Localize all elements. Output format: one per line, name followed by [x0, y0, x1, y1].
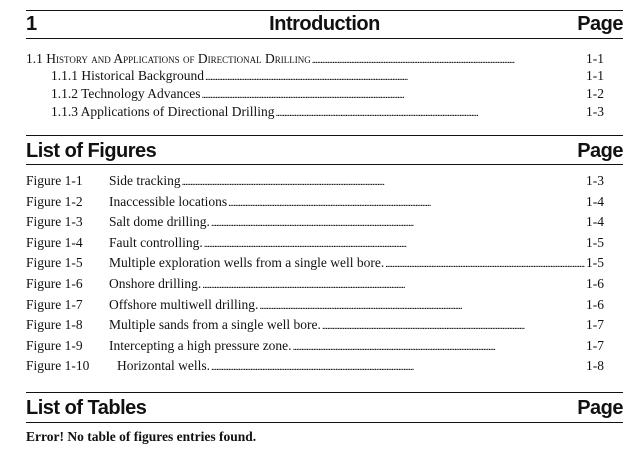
figure-page: 1-7	[586, 337, 604, 353]
page-column-label: Page	[577, 13, 623, 35]
toc-entry[interactable]	[51, 85, 604, 103]
figure-entry[interactable]	[26, 254, 604, 272]
toc-entry-page: 1-3	[586, 104, 604, 119]
figure-label: Figure 1-1	[26, 173, 83, 188]
page-column-label: Page	[577, 140, 623, 162]
figure-caption: Multiple exploration wells from a single well bore.	[109, 255, 385, 271]
toc-entry-page: 1-2	[586, 86, 604, 101]
dot-leader	[202, 275, 585, 294]
dot-leader	[293, 337, 585, 356]
dot-leader	[385, 254, 585, 273]
toc-entry-text: 1.1 History and Applications of Directional Drilling	[26, 51, 311, 66]
dot-leader	[205, 67, 585, 86]
figure-caption: Onshore drilling.	[109, 276, 202, 291]
figure-caption: Inaccessible locations	[109, 193, 228, 209]
toc-entry-page: 1-1	[586, 51, 604, 66]
figure-entry[interactable]	[26, 275, 604, 293]
figure-label: Figure 1-4	[26, 234, 83, 250]
dot-leader	[211, 357, 585, 376]
tables-error-message: Error! No table of figures entries found.	[26, 429, 257, 444]
figure-label: Figure 1-3	[26, 214, 83, 230]
figure-page: 1-6	[586, 276, 604, 291]
page-column-label: Page	[577, 397, 623, 419]
dot-leader	[211, 213, 585, 232]
figure-entry[interactable]	[26, 316, 604, 334]
toc-entry[interactable]	[26, 50, 604, 68]
figure-caption: Multiple sands from a single well bore.	[109, 317, 321, 333]
figure-page: 1-7	[586, 317, 604, 333]
figure-entry[interactable]	[26, 172, 604, 190]
figure-caption: Horizontal wells.	[117, 358, 210, 374]
figures-heading-rule	[26, 164, 623, 165]
toc-entry-text: 1.1.3 Applications of Directional Drilling	[51, 104, 275, 119]
figure-page: 1-6	[586, 296, 604, 312]
figures-title: List of Figures	[26, 140, 157, 162]
figure-entry[interactable]	[26, 213, 604, 231]
figure-caption: Intercepting a high pressure zone.	[109, 337, 292, 353]
heading-rule	[26, 38, 623, 39]
figures-heading	[26, 139, 623, 163]
dot-leader	[259, 296, 585, 315]
figure-label: Figure 1-10	[26, 358, 90, 374]
toc-entry-text: 1.1.1 Historical Background	[51, 68, 204, 83]
figure-entry[interactable]	[26, 337, 604, 355]
figure-caption: Fault controlling.	[109, 234, 203, 250]
figure-entry[interactable]	[26, 234, 604, 252]
figure-page: 1-4	[586, 193, 604, 209]
toc-entry-page: 1-1	[586, 68, 604, 83]
chapter-number: 1	[26, 13, 37, 35]
figure-label: Figure 1-6	[26, 276, 83, 291]
chapter-title: Introduction	[269, 13, 380, 35]
figure-page: 1-4	[586, 214, 604, 230]
tables-top-rule	[26, 392, 623, 393]
figure-page: 1-5	[586, 255, 604, 271]
toc-entry-text: 1.1.2 Technology Advances	[51, 86, 201, 101]
figure-page: 1-3	[586, 173, 604, 188]
toc-entry[interactable]	[51, 103, 604, 121]
figures-top-rule	[26, 135, 623, 136]
figure-page: 1-8	[586, 358, 604, 374]
figure-caption: Offshore multiwell drilling.	[109, 296, 259, 312]
figure-label: Figure 1-5	[26, 255, 83, 271]
figure-label: Figure 1-9	[26, 337, 83, 353]
figure-label: Figure 1-8	[26, 317, 83, 333]
tables-heading-rule	[26, 422, 623, 423]
dot-leader	[275, 103, 585, 122]
figure-entry[interactable]	[26, 357, 604, 375]
figure-caption: Salt dome drilling.	[109, 214, 210, 230]
figure-page: 1-5	[586, 234, 604, 250]
tables-title: List of Tables	[26, 397, 147, 419]
figure-entry[interactable]	[26, 193, 604, 211]
chapter-heading	[26, 12, 623, 36]
dot-leader	[322, 316, 585, 335]
dot-leader	[202, 85, 585, 104]
dot-leader	[182, 172, 585, 191]
toc-entry[interactable]	[51, 67, 604, 85]
figure-label: Figure 1-2	[26, 193, 83, 209]
dot-leader	[204, 234, 585, 253]
tables-heading	[26, 396, 623, 420]
dot-leader	[228, 193, 585, 212]
figure-label: Figure 1-7	[26, 296, 83, 312]
figure-caption: Side tracking	[109, 173, 181, 188]
top-rule	[26, 10, 623, 11]
figure-entry[interactable]	[26, 296, 604, 314]
